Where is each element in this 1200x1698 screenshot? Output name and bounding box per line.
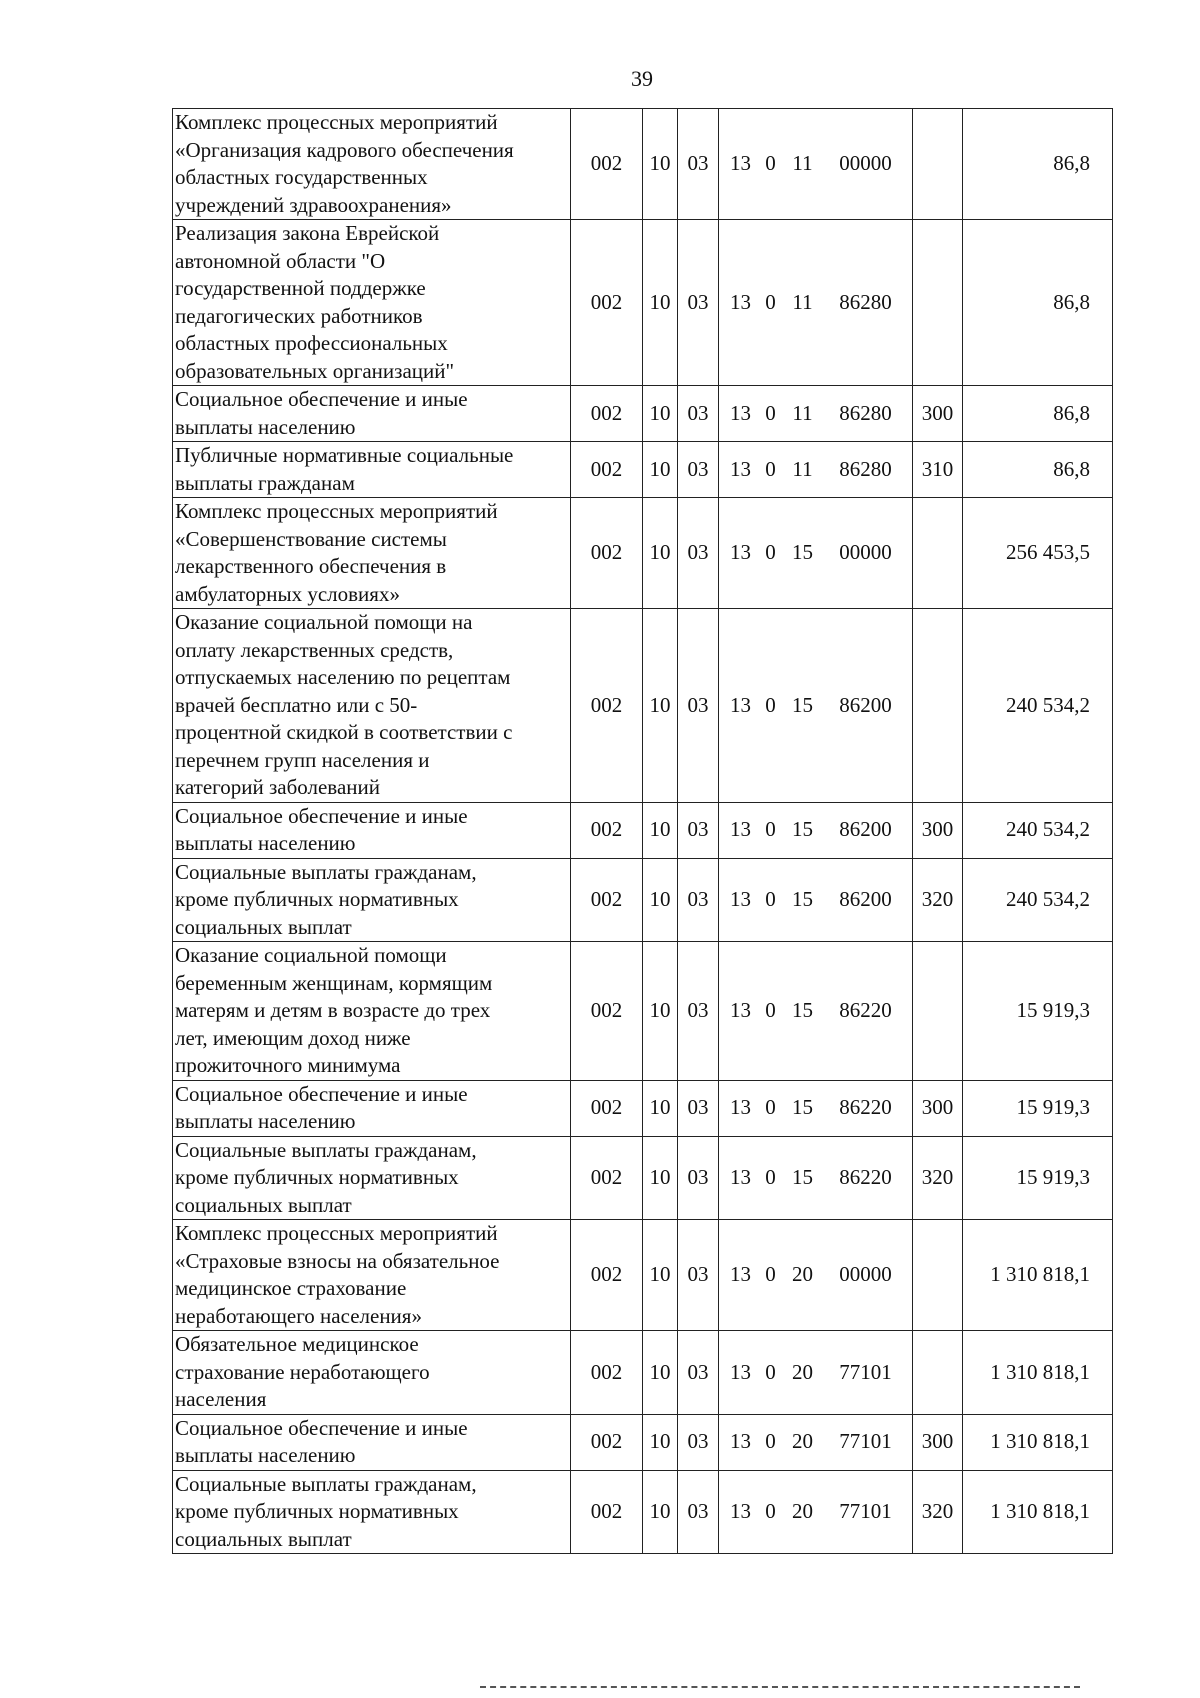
- admin-code: 002: [571, 1470, 643, 1554]
- admin-code: 002: [571, 1220, 643, 1331]
- target-article-part: 0: [765, 289, 776, 314]
- subsection-code: 03: [678, 802, 719, 858]
- description-line: Публичные нормативные социальные: [175, 443, 514, 467]
- description-line: «Совершенствование системы: [175, 526, 447, 551]
- target-article-part: 0: [765, 998, 776, 1022]
- description-line: выплаты населению: [175, 414, 356, 439]
- description-line: выплаты населению: [175, 831, 356, 855]
- target-article-part: 86200: [839, 817, 892, 842]
- expense-type-code: [913, 609, 963, 803]
- target-article-part: 20: [792, 1359, 813, 1384]
- description-line: лет, имеющим доход ниже: [175, 1025, 411, 1050]
- section-code: 10: [643, 220, 678, 386]
- description-line: областных государственных: [175, 165, 428, 189]
- target-article-part: 86220: [839, 998, 892, 1022]
- target-article-part: 0: [765, 1429, 776, 1454]
- target-article-part: 86280: [839, 400, 892, 425]
- target-article-part: 11: [792, 289, 813, 314]
- target-article-part: 13: [730, 289, 751, 314]
- description-line: «Организация кадрового обеспечения: [175, 137, 514, 162]
- subsection-code: 03: [678, 942, 719, 1081]
- target-article-part: 15: [792, 1095, 813, 1120]
- target-article-part: 13: [730, 1095, 751, 1120]
- expense-type-code: 320: [913, 1470, 963, 1554]
- admin-code: 002: [571, 220, 643, 386]
- target-article-part: 13: [730, 817, 751, 842]
- row-description: [173, 442, 571, 498]
- target-article-part: 0: [765, 1499, 776, 1523]
- target-article-code: [719, 442, 913, 498]
- description-line: социальных выплат: [175, 1526, 352, 1551]
- description-line: кроме публичных нормативных: [175, 1165, 459, 1189]
- description-line: педагогических работников: [175, 303, 423, 328]
- section-code: 10: [643, 609, 678, 803]
- table-row: [173, 1080, 1113, 1136]
- description-line: Социальное обеспечение и иные: [175, 1081, 468, 1106]
- target-article-part: 13: [730, 456, 751, 481]
- description-line: матерям и детям в возрасте до трех: [175, 998, 491, 1022]
- section-code: 10: [643, 802, 678, 858]
- target-article-part: 0: [765, 456, 776, 481]
- target-article-part: 13: [730, 1165, 751, 1189]
- description-line: оплату лекарственных средств,: [175, 637, 454, 662]
- target-article-code: [719, 1470, 913, 1554]
- target-article-part: 86220: [839, 1095, 892, 1120]
- table-row: [173, 858, 1113, 942]
- table-row: [173, 1414, 1113, 1470]
- target-article-part: 15: [792, 540, 813, 565]
- target-article-part: 0: [765, 887, 776, 911]
- description-line: социальных выплат: [175, 914, 352, 939]
- amount-value: 240 534,2: [963, 858, 1113, 942]
- subsection-code: 03: [678, 1136, 719, 1220]
- row-description: [173, 1136, 571, 1220]
- expense-type-code: 310: [913, 442, 963, 498]
- table-row: [173, 442, 1113, 498]
- row-description: [173, 1080, 571, 1136]
- description-line: Оказание социальной помощи: [175, 943, 447, 967]
- amount-value: 256 453,5: [963, 498, 1113, 609]
- admin-code: 002: [571, 442, 643, 498]
- description-line: страхование неработающего: [175, 1359, 430, 1384]
- row-description: [173, 1331, 571, 1415]
- table-row: [173, 802, 1113, 858]
- target-article-part: 13: [730, 1499, 751, 1523]
- target-article-part: 13: [730, 998, 751, 1022]
- description-line: государственной поддержке: [175, 276, 426, 300]
- target-article-part: 0: [765, 817, 776, 842]
- description-line: Реализация закона Еврейской: [175, 221, 440, 245]
- target-article-part: 13: [730, 1359, 751, 1384]
- amount-value: 86,8: [963, 109, 1113, 220]
- description-line: «Страховые взносы на обязательное: [175, 1248, 500, 1273]
- target-article-code: [719, 109, 913, 220]
- section-code: 10: [643, 942, 678, 1081]
- description-line: Социальное обеспечение и иные: [175, 1415, 468, 1440]
- target-article-part: 00000: [839, 540, 892, 565]
- amount-value: 1 310 818,1: [963, 1470, 1113, 1554]
- expense-type-code: 300: [913, 386, 963, 442]
- description-line: образовательных организаций": [175, 358, 455, 383]
- description-line: прожиточного минимума: [175, 1053, 401, 1077]
- subsection-code: 03: [678, 220, 719, 386]
- table-row: [173, 386, 1113, 442]
- subsection-code: 03: [678, 498, 719, 609]
- expense-type-code: [913, 1331, 963, 1415]
- row-description: [173, 498, 571, 609]
- subsection-code: 03: [678, 609, 719, 803]
- target-article-part: 0: [765, 692, 776, 717]
- row-description: [173, 1220, 571, 1331]
- footer-rule: [480, 1686, 1080, 1688]
- target-article-part: 86280: [839, 289, 892, 314]
- row-description: [173, 1414, 571, 1470]
- target-article-part: 00000: [839, 151, 892, 176]
- target-article-code: [719, 609, 913, 803]
- expense-type-code: 320: [913, 858, 963, 942]
- table-row: [173, 1331, 1113, 1415]
- table-row: [173, 1136, 1113, 1220]
- row-description: [173, 858, 571, 942]
- subsection-code: 03: [678, 1220, 719, 1331]
- description-line: выплаты населению: [175, 1109, 356, 1133]
- row-description: [173, 609, 571, 803]
- table-row: [173, 609, 1113, 803]
- admin-code: 002: [571, 1414, 643, 1470]
- target-article-code: [719, 386, 913, 442]
- target-article-part: 77101: [839, 1429, 892, 1454]
- target-article-code: [719, 1220, 913, 1331]
- admin-code: 002: [571, 498, 643, 609]
- description-line: социальных выплат: [175, 1192, 352, 1217]
- description-line: амбулаторных условиях»: [175, 581, 400, 606]
- amount-value: 1 310 818,1: [963, 1331, 1113, 1415]
- row-description: [173, 942, 571, 1081]
- subsection-code: 03: [678, 1414, 719, 1470]
- subsection-code: 03: [678, 1470, 719, 1554]
- description-line: выплаты гражданам: [175, 470, 355, 495]
- target-article-code: [719, 942, 913, 1081]
- amount-value: 15 919,3: [963, 942, 1113, 1081]
- description-line: областных профессиональных: [175, 331, 448, 355]
- description-line: Социальное обеспечение и иные: [175, 803, 468, 828]
- description-line: Социальное обеспечение и иные: [175, 387, 468, 411]
- amount-value: 240 534,2: [963, 802, 1113, 858]
- description-line: медицинское страхование: [175, 1276, 407, 1300]
- description-line: Комплекс процессных мероприятий: [175, 1221, 498, 1245]
- target-article-code: [719, 1331, 913, 1415]
- expense-type-code: [913, 109, 963, 220]
- description-line: Оказание социальной помощи на: [175, 610, 473, 634]
- description-line: кроме публичных нормативных: [175, 887, 459, 911]
- page-number: 39: [631, 66, 653, 91]
- target-article-code: [719, 220, 913, 386]
- target-article-code: [719, 802, 913, 858]
- subsection-code: 03: [678, 1331, 719, 1415]
- section-code: 10: [643, 1080, 678, 1136]
- target-article-part: 77101: [839, 1359, 892, 1384]
- target-article-part: 15: [792, 817, 813, 842]
- amount-value: 86,8: [963, 386, 1113, 442]
- subsection-code: 03: [678, 386, 719, 442]
- admin-code: 002: [571, 1136, 643, 1220]
- target-article-part: 20: [792, 1429, 813, 1454]
- description-line: Комплекс процессных мероприятий: [175, 499, 498, 523]
- target-article-part: 13: [730, 1262, 751, 1287]
- description-line: врачей бесплатно или с 50-: [175, 692, 418, 717]
- target-article-code: [719, 1136, 913, 1220]
- row-description: [173, 220, 571, 386]
- target-article-part: 0: [765, 1262, 776, 1287]
- target-article-part: 13: [730, 151, 751, 176]
- target-article-part: 13: [730, 540, 751, 565]
- target-article-part: 15: [792, 692, 813, 717]
- description-line: Социальные выплаты гражданам,: [175, 1137, 477, 1162]
- admin-code: 002: [571, 1331, 643, 1415]
- target-article-part: 15: [792, 887, 813, 911]
- target-article-part: 86200: [839, 692, 892, 717]
- section-code: 10: [643, 386, 678, 442]
- amount-value: 1 310 818,1: [963, 1220, 1113, 1331]
- table-row: [173, 109, 1113, 220]
- description-line: кроме публичных нормативных: [175, 1499, 459, 1523]
- subsection-code: 03: [678, 1080, 719, 1136]
- subsection-code: 03: [678, 442, 719, 498]
- target-article-code: [719, 498, 913, 609]
- amount-value: 86,8: [963, 220, 1113, 386]
- row-description: [173, 802, 571, 858]
- target-article-code: [719, 1414, 913, 1470]
- amount-value: 15 919,3: [963, 1080, 1113, 1136]
- description-line: беременным женщинам, кормящим: [175, 970, 493, 995]
- target-article-part: 15: [792, 998, 813, 1022]
- target-article-part: 00000: [839, 1262, 892, 1287]
- target-article-part: 77101: [839, 1499, 892, 1523]
- target-article-part: 0: [765, 1165, 776, 1189]
- table-row: [173, 220, 1113, 386]
- admin-code: 002: [571, 109, 643, 220]
- target-article-part: 0: [765, 400, 776, 425]
- expense-type-code: [913, 498, 963, 609]
- target-article-part: 0: [765, 151, 776, 176]
- description-line: отпускаемых населению по рецептам: [175, 665, 511, 689]
- section-code: 10: [643, 1220, 678, 1331]
- description-line: учреждений здравоохранения»: [175, 192, 452, 217]
- amount-value: 86,8: [963, 442, 1113, 498]
- section-code: 10: [643, 1136, 678, 1220]
- target-article-part: 20: [792, 1262, 813, 1287]
- description-line: Социальные выплаты гражданам,: [175, 859, 477, 884]
- target-article-part: 86220: [839, 1165, 892, 1189]
- target-article-part: 11: [792, 151, 813, 176]
- amount-value: 15 919,3: [963, 1136, 1113, 1220]
- amount-value: 240 534,2: [963, 609, 1113, 803]
- target-article-code: [719, 858, 913, 942]
- target-article-part: 0: [765, 540, 776, 565]
- admin-code: 002: [571, 609, 643, 803]
- expense-type-code: [913, 220, 963, 386]
- section-code: 10: [643, 1331, 678, 1415]
- target-article-part: 86200: [839, 887, 892, 911]
- table-row: [173, 1470, 1113, 1554]
- section-code: 10: [643, 858, 678, 942]
- description-line: автономной области "О: [175, 248, 386, 273]
- amount-value: 1 310 818,1: [963, 1414, 1113, 1470]
- expense-type-code: 320: [913, 1136, 963, 1220]
- subsection-code: 03: [678, 109, 719, 220]
- section-code: 10: [643, 442, 678, 498]
- target-article-part: 20: [792, 1499, 813, 1523]
- description-line: категорий заболеваний: [175, 775, 380, 799]
- row-description: [173, 1470, 571, 1554]
- expense-type-code: [913, 942, 963, 1081]
- target-article-part: 13: [730, 887, 751, 911]
- target-article-part: 13: [730, 1429, 751, 1454]
- expense-type-code: 300: [913, 802, 963, 858]
- target-article-part: 11: [792, 400, 813, 425]
- expense-type-code: 300: [913, 1414, 963, 1470]
- budget-table: [172, 108, 1113, 1554]
- section-code: 10: [643, 498, 678, 609]
- target-article-part: 13: [730, 400, 751, 425]
- table-row: [173, 942, 1113, 1081]
- target-article-part: 0: [765, 1359, 776, 1384]
- section-code: 10: [643, 1470, 678, 1554]
- description-line: перечнем групп населения и: [175, 747, 430, 772]
- description-line: выплаты населению: [175, 1443, 356, 1467]
- target-article-part: 11: [792, 456, 813, 481]
- admin-code: 002: [571, 1080, 643, 1136]
- expense-type-code: 300: [913, 1080, 963, 1136]
- table-row: [173, 1220, 1113, 1331]
- description-line: Комплекс процессных мероприятий: [175, 110, 498, 134]
- description-line: населения: [175, 1387, 267, 1411]
- description-line: Обязательное медицинское: [175, 1332, 419, 1356]
- target-article-part: 15: [792, 1165, 813, 1189]
- description-line: Социальные выплаты гражданам,: [175, 1471, 477, 1496]
- description-line: процентной скидкой в соответствии с: [175, 720, 513, 744]
- admin-code: 002: [571, 386, 643, 442]
- subsection-code: 03: [678, 858, 719, 942]
- admin-code: 002: [571, 942, 643, 1081]
- target-article-part: 13: [730, 692, 751, 717]
- expense-type-code: [913, 1220, 963, 1331]
- description-line: неработающего населения»: [175, 1303, 422, 1328]
- row-description: [173, 109, 571, 220]
- target-article-code: [719, 1080, 913, 1136]
- target-article-part: 86280: [839, 456, 892, 481]
- section-code: 10: [643, 109, 678, 220]
- admin-code: 002: [571, 858, 643, 942]
- section-code: 10: [643, 1414, 678, 1470]
- row-description: [173, 386, 571, 442]
- table-row: [173, 498, 1113, 609]
- admin-code: 002: [571, 802, 643, 858]
- target-article-part: 0: [765, 1095, 776, 1120]
- description-line: лекарственного обеспечения в: [175, 554, 447, 578]
